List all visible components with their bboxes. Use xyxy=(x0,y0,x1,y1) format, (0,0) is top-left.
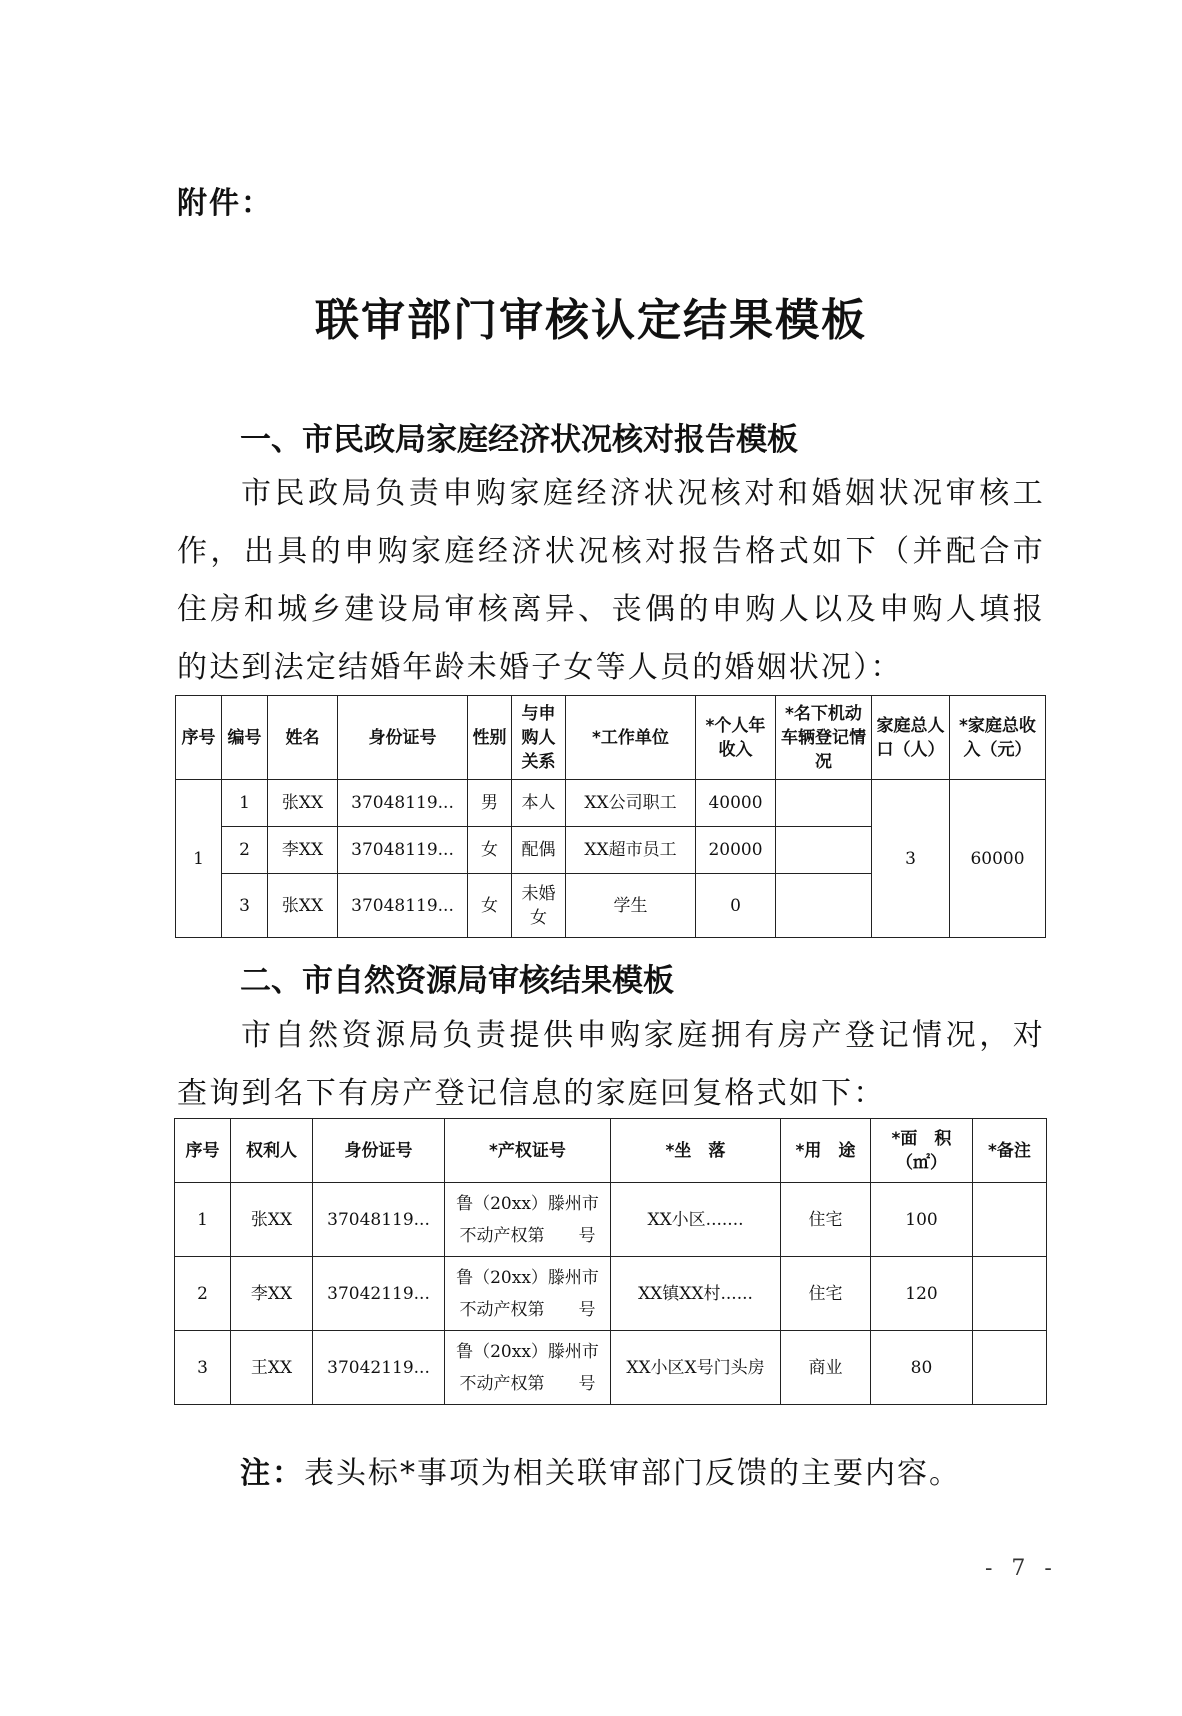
cell: 0 xyxy=(696,874,776,938)
header-cell: *面 积（㎡） xyxy=(871,1119,973,1183)
cell: 未婚女 xyxy=(512,874,566,938)
section2-paragraph: 市自然资源局负责提供申购家庭拥有房产登记情况，对查询到名下有房产登记信息的家庭回复格式如下： xyxy=(177,1018,1045,1111)
page-number: - 7 - xyxy=(985,1556,1058,1581)
cell: 2 xyxy=(175,1257,231,1331)
cell: 20000 xyxy=(696,827,776,874)
header-cell: 序号 xyxy=(175,1119,231,1183)
table-row xyxy=(175,1257,1047,1331)
cell: 本人 xyxy=(512,780,566,827)
cell: 37048119... xyxy=(338,874,468,938)
cell: 37042119... xyxy=(313,1331,445,1405)
cell: 配偶 xyxy=(512,827,566,874)
cell: 鲁（20xx）滕州市不动产权第 号 xyxy=(445,1183,611,1257)
cell: XX小区X号门头房 xyxy=(611,1331,781,1405)
cell: 住宅 xyxy=(781,1183,871,1257)
cell xyxy=(973,1331,1047,1405)
footnote-text: 表头标*事项为相关联审部门反馈的主要内容。 xyxy=(304,1456,961,1491)
cell: 张XX xyxy=(231,1183,313,1257)
header-cell: *工作单位 xyxy=(566,696,696,780)
table-row xyxy=(175,1183,1047,1257)
cell: 住宅 xyxy=(781,1257,871,1331)
table-row xyxy=(175,1331,1047,1405)
header-cell: 性别 xyxy=(468,696,512,780)
header-cell: *名下机动车辆登记情况 xyxy=(776,696,872,780)
cell: 2 xyxy=(222,827,268,874)
attachment-label: 附件： xyxy=(177,186,273,221)
header-cell: 姓名 xyxy=(268,696,338,780)
cell xyxy=(973,1257,1047,1331)
cell: XX公司职工 xyxy=(566,780,696,827)
footnote-label: 注： xyxy=(240,1456,304,1491)
cell: 王XX xyxy=(231,1331,313,1405)
cell: 37048119... xyxy=(313,1183,445,1257)
header-cell: *坐 落 xyxy=(611,1119,781,1183)
header-cell: 身份证号 xyxy=(313,1119,445,1183)
cell xyxy=(776,874,872,938)
header-cell: 家庭总人口（人） xyxy=(872,696,950,780)
header-cell: 身份证号 xyxy=(338,696,468,780)
cell: 1 xyxy=(175,1183,231,1257)
cell: 100 xyxy=(871,1183,973,1257)
table-header-row xyxy=(175,1119,1047,1183)
footnote xyxy=(240,1448,961,1492)
cell: 张XX xyxy=(268,780,338,827)
header-cell: *产权证号 xyxy=(445,1119,611,1183)
property-registration-table xyxy=(174,1118,1047,1405)
header-cell: *家庭总收入（元） xyxy=(950,696,1046,780)
cell xyxy=(776,780,872,827)
cell: XX小区....... xyxy=(611,1183,781,1257)
cell: XX超市员工 xyxy=(566,827,696,874)
cell: 37048119... xyxy=(338,780,468,827)
cell: 张XX xyxy=(268,874,338,938)
cell xyxy=(973,1183,1047,1257)
header-cell: 权利人 xyxy=(231,1119,313,1183)
cell: 女 xyxy=(468,874,512,938)
cell: 37048119... xyxy=(338,827,468,874)
cell: 鲁（20xx）滕州市不动产权第 号 xyxy=(445,1331,611,1405)
cell: 商业 xyxy=(781,1331,871,1405)
cell: 80 xyxy=(871,1331,973,1405)
family-income-cell: 60000 xyxy=(950,780,1046,938)
cell: 男 xyxy=(468,780,512,827)
section2-heading: 二、市自然资源局审核结果模板 xyxy=(240,963,674,999)
group-index-cell: 1 xyxy=(176,780,222,938)
cell: 李XX xyxy=(268,827,338,874)
header-cell: 序号 xyxy=(176,696,222,780)
family-population-cell: 3 xyxy=(872,780,950,938)
cell: 李XX xyxy=(231,1257,313,1331)
header-cell: *个人年收入 xyxy=(696,696,776,780)
cell: 40000 xyxy=(696,780,776,827)
cell: XX镇XX村...... xyxy=(611,1257,781,1331)
cell: 37042119... xyxy=(313,1257,445,1331)
section1-paragraph: 市民政局负责申购家庭经济状况核对和婚姻状况审核工作，出具的申购家庭经济状况核对报告格式如下（并配合市住房和城乡建设局审核离异、丧偶的申购人以及申购人填报的达到法定结婚年龄未婚子女等人员的婚姻状况）： xyxy=(177,476,1045,685)
family-economy-table xyxy=(175,695,1046,938)
cell: 学生 xyxy=(566,874,696,938)
cell: 3 xyxy=(175,1331,231,1405)
cell: 女 xyxy=(468,827,512,874)
cell: 120 xyxy=(871,1257,973,1331)
header-cell: *备注 xyxy=(973,1119,1047,1183)
cell: 鲁（20xx）滕州市不动产权第 号 xyxy=(445,1257,611,1331)
cell: 3 xyxy=(222,874,268,938)
table-row xyxy=(176,780,1046,827)
page-title: 联审部门审核认定结果模板 xyxy=(315,295,867,346)
cell xyxy=(776,827,872,874)
header-cell: 与申购人关系 xyxy=(512,696,566,780)
header-cell: 编号 xyxy=(222,696,268,780)
section1-heading: 一、市民政局家庭经济状况核对报告模板 xyxy=(240,422,798,458)
header-cell: *用 途 xyxy=(781,1119,871,1183)
cell: 1 xyxy=(222,780,268,827)
table-header-row xyxy=(176,696,1046,780)
